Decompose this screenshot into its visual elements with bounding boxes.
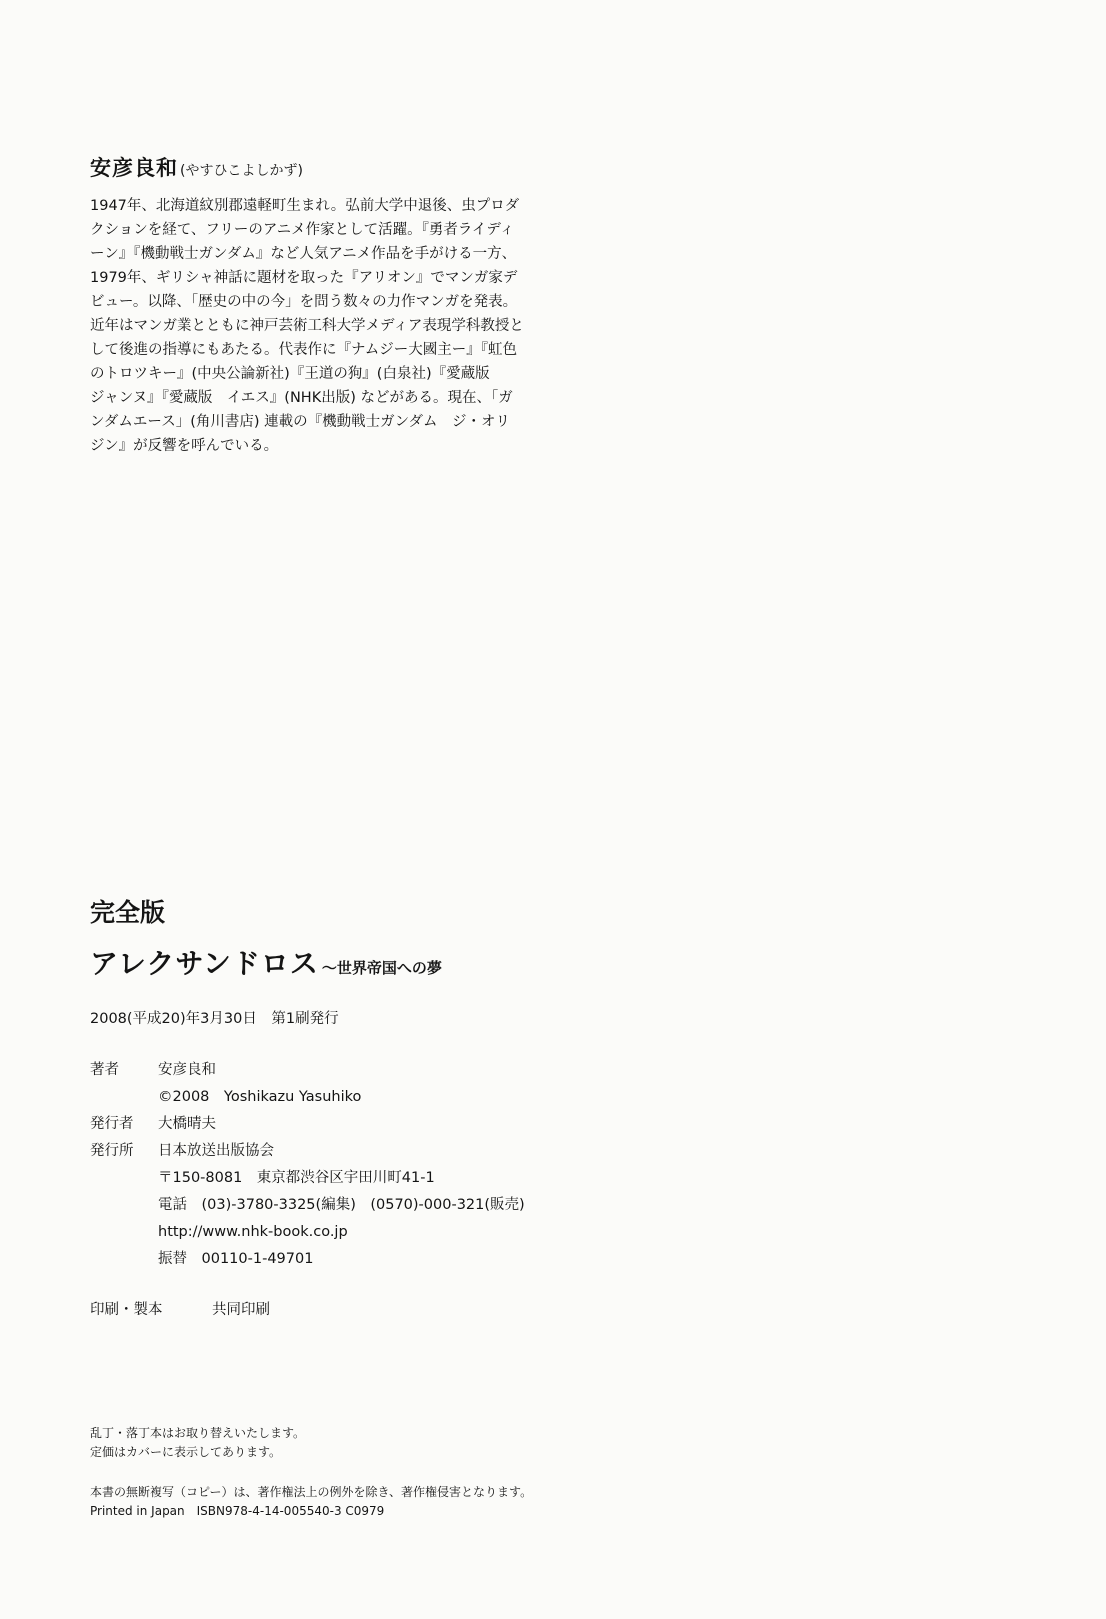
transfer-value: 振替 00110-1-49701: [158, 1251, 314, 1267]
bio-line: ジン』が反響を呼んでいる。: [90, 438, 279, 454]
isbn-line: Printed in Japan ISBN978-4-14-005540-3 C0979: [90, 1504, 385, 1518]
bio-line: ーン』『機動戦士ガンダム』など人気アニメ作品を手がける一方、: [90, 246, 517, 262]
author-bio-heading: [90, 152, 303, 182]
author-name-reading: (やすひこよしかず): [180, 163, 303, 179]
author-bio: [90, 194, 610, 458]
author-name: 安彦良和: [90, 156, 178, 180]
bio-line: ビュー。以降、「歴史の中の今」を問う数々の力作マンガを発表。: [90, 294, 518, 310]
bio-line: して後進の指導にもあたる。代表作に『ナムジー大國主ー』『虹色: [90, 342, 518, 358]
book-title-main: アレクサンドロス: [90, 947, 319, 980]
bio-line: 1979年、ギリシャ神話に題材を取った『アリオン』でマンガ家デ: [90, 270, 518, 286]
transfer-row: [90, 1246, 525, 1273]
author-label: 著者: [90, 1062, 119, 1078]
edition-label: 完全版: [90, 898, 166, 927]
copyright-notice: [90, 1483, 532, 1521]
publication-date: 2008(平成20)年3月30日 第1刷発行: [90, 1011, 339, 1027]
phone-value: 電話 (03)-3780-3325(編集) (0570)-000-321(販売): [158, 1197, 525, 1213]
address-value: 〒150-8081 東京都渋谷区宇田川町41-1: [158, 1170, 435, 1186]
publisher-row: [90, 1138, 525, 1165]
printing-row: [90, 1298, 270, 1319]
printing-label: 印刷・製本: [90, 1302, 163, 1318]
bio-line: 1947年、北海道紋別郡遠軽町生まれ。弘前大学中退後、虫プロダ: [90, 198, 520, 214]
address-row: [90, 1165, 525, 1192]
bio-line: ジャンヌ』『愛蔵版 イエス』(NHK出版) などがある。現在、「ガ: [90, 390, 513, 406]
publisher-value: 日本放送出版協会: [158, 1143, 274, 1159]
bio-line: 近年はマンガ業とともに神戸芸術工科大学メディア表現学科教授と: [90, 318, 524, 334]
url-row: [90, 1219, 525, 1246]
author-row: [90, 1057, 525, 1084]
colophon-details: [90, 1057, 525, 1273]
publisher-person-row: [90, 1111, 525, 1138]
publisher-person-value: 大橋晴夫: [158, 1116, 216, 1132]
notice-line: 定価はカバーに表示してあります。: [90, 1445, 282, 1459]
book-subtitle: ～世界帝国への夢: [321, 959, 442, 977]
publisher-person-label: 発行者: [90, 1116, 134, 1132]
bio-line: のトロツキー』(中央公論新社)『王道の狗』(白泉社)『愛蔵版: [90, 366, 490, 382]
author-value: 安彦良和: [158, 1062, 216, 1078]
printing-value: 共同印刷: [212, 1302, 270, 1318]
notice-line: 本書の無断複写（コピー）は、著作権法上の例外を除き、著作権侵害となります。: [90, 1485, 533, 1499]
notice-line: 乱丁・落丁本はお取り替えいたします。: [90, 1426, 306, 1440]
copyright-row: [90, 1084, 525, 1111]
copyright-value: ©2008 Yoshikazu Yasuhiko: [158, 1089, 362, 1105]
bio-line: クションを経て、フリーのアニメ作家として活躍。『勇者ライディ: [90, 222, 515, 238]
phone-row: [90, 1192, 525, 1219]
publisher-url: http://www.nhk-book.co.jp: [158, 1224, 348, 1240]
bio-line: ンダムエース」(角川書店) 連載の『機動戦士ガンダム ジ・オリ: [90, 414, 511, 430]
publisher-label: 発行所: [90, 1143, 134, 1159]
replacement-notice: [90, 1424, 305, 1462]
book-title: [90, 942, 442, 982]
